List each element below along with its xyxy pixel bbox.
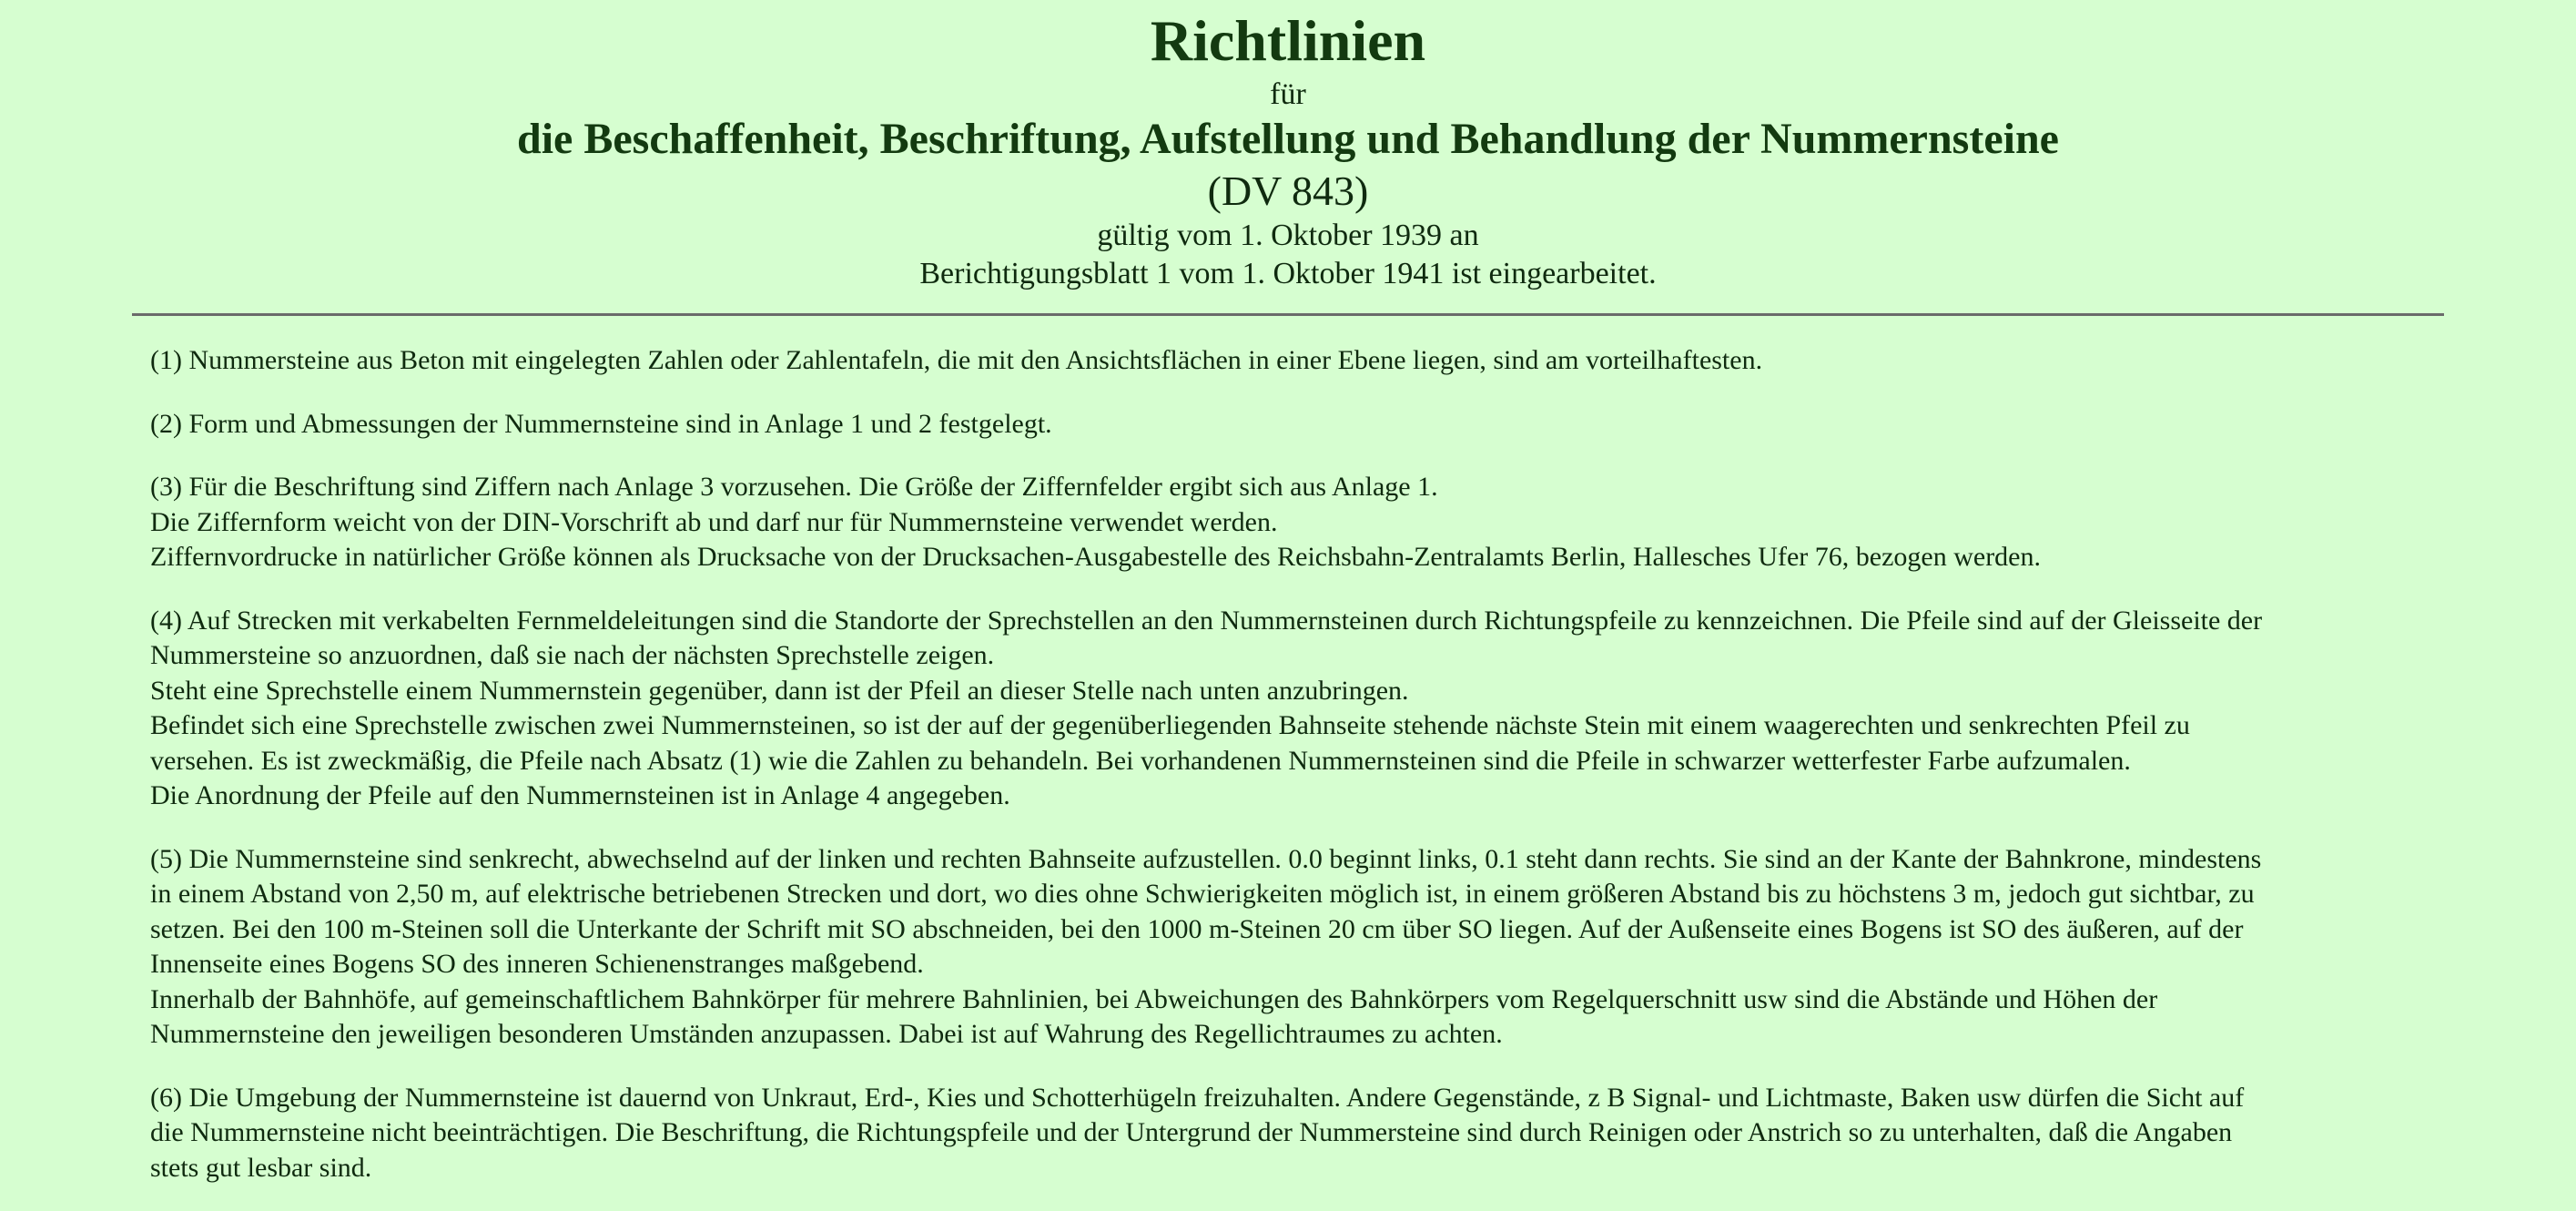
- paragraph-line: versehen. Es ist zweckmäßig, die Pfeile nach Absatz (1) wie die Zahlen zu behandeln. Bei vorhandenen Nummernsteinen sind die Pfeile in schwarzer wetterfester Farbe aufzumalen.: [150, 745, 2131, 776]
- document-code: (DV 843): [1207, 168, 1369, 214]
- paragraph-line: in einem Abstand von 2,50 m, auf elektrische betriebenen Strecken und dort, wo dies ohne Schwierigkeiten möglich ist, in einem größeren Abstand bis zu höchstens 3 m, jedoch gut sichtbar, zu: [150, 879, 2255, 909]
- document-header: [0, 0, 2576, 293]
- header-divider: [132, 313, 2444, 316]
- validity-date: gültig vom 1. Oktober 1939 an: [1097, 219, 1479, 252]
- paragraph-line: (6) Die Umgebung der Nummernsteine ist dauernd von Unkraut, Erd-, Kies und Schotterhügeln freizuhalten. Andere Gegenstände, z B Signal- und Lichtmaste, Baken usw dürfen die Sicht auf: [150, 1082, 2245, 1113]
- title-connector: für: [1270, 77, 1306, 111]
- paragraph-line: Befindet sich eine Sprechstelle zwischen zwei Nummernsteinen, so ist der auf der gegenüberliegenden Bahnseite stehende nächste Stein mit einem waagerechten und senkrechten Pfeil zu: [150, 710, 2190, 740]
- document-subtitle: die Beschaffenheit, Beschriftung, Aufstellung und Behandlung der Nummernsteine: [517, 115, 2059, 163]
- paragraph-line: (3) Für die Beschriftung sind Ziffern nach Anlage 3 vorzusehen. Die Größe der Ziffernfelder ergibt sich aus Anlage 1.: [150, 472, 1438, 502]
- paragraph-line: Nummernsteine den jeweiligen besonderen Umständen anzupassen. Dabei ist auf Wahrung des Regellichtraumes zu achten.: [150, 1019, 1503, 1049]
- paragraph-1: [150, 343, 2462, 379]
- paragraph-line: Die Anordnung der Pfeile auf den Nummernsteinen ist in Anlage 4 angegeben.: [150, 780, 1010, 810]
- paragraph-line: (5) Die Nummernsteine sind senkrecht, abwechselnd auf der linken und rechten Bahnseite aufzustellen. 0.0 beginnt links, 0.1 steht dann rechts. Sie sind an der Kante der Bahnkrone, mindestens: [150, 843, 2262, 874]
- paragraph-2: [150, 407, 2462, 443]
- amendment-note: Berichtigungsblatt 1 vom 1. Oktober 1941 ist eingearbeitet.: [919, 257, 1657, 290]
- document-title: Richtlinien: [1150, 8, 1426, 73]
- paragraph-line: Steht eine Sprechstelle einem Nummernstein gegenüber, dann ist der Pfeil an dieser Stelle nach unten anzubringen.: [150, 675, 1409, 706]
- paragraph-line: (1) Nummersteine aus Beton mit eingelegten Zahlen oder Zahlentafeln, die mit den Ansichtsflächen in einer Ebene liegen, sind am vorteilhaftesten.: [150, 345, 1763, 375]
- paragraph-line: setzen. Bei den 100 m-Steinen soll die Unterkante der Schrift mit SO abschneiden, bei den 1000 m-Steinen 20 cm über SO liegen. Auf der Außenseite eines Bogens ist SO des äußeren, auf der: [150, 913, 2244, 944]
- paragraph-line: (2) Form und Abmessungen der Nummernsteine sind in Anlage 1 und 2 festgelegt.: [150, 408, 1052, 439]
- paragraph-line: (4) Auf Strecken mit verkabelten Fernmeldeleitungen sind die Standorte der Sprechstellen an den Nummernsteinen durch Richtungspfeile zu kennzeichnen. Die Pfeile sind auf der Gleisseite der: [150, 605, 2263, 636]
- paragraph-line: Ziffernvordrucke in natürlicher Größe können als Drucksache von der Drucksachen-Ausgabestelle des Reichsbahn-Zentralamts Berlin, Hallesches Ufer 76, bezogen werden.: [150, 542, 2042, 572]
- paragraph-line: stets gut lesbar sind.: [150, 1152, 372, 1183]
- paragraph-line: Nummersteine so anzuordnen, daß sie nach der nächsten Sprechstelle zeigen.: [150, 640, 995, 670]
- paragraph-6: [150, 1081, 2462, 1186]
- paragraph-3: [150, 470, 2462, 575]
- paragraph-line: Die Ziffernform weicht von der DIN-Vorschrift ab und darf nur für Nummernsteine verwendet werden.: [150, 506, 1278, 537]
- document-body: [150, 343, 2462, 1186]
- paragraph-5: [150, 842, 2462, 1053]
- paragraph-4: [150, 604, 2462, 814]
- paragraph-line: Innerhalb der Bahnhöfe, auf gemeinschaftlichem Bahnkörper für mehrere Bahnlinien, bei Abweichungen des Bahnkörpers vom Regelquerschnitt usw sind die Abstände und Höhen der: [150, 983, 2158, 1014]
- paragraph-line: Innenseite eines Bogens SO des inneren Schienenstranges maßgebend.: [150, 949, 924, 979]
- paragraph-line: die Nummernsteine nicht beeinträchtigen. Die Beschriftung, die Richtungspfeile und der Untergrund der Nummersteine sind durch Reinigen oder Anstrich so zu unterhalten, daß die Angaben: [150, 1117, 2233, 1147]
